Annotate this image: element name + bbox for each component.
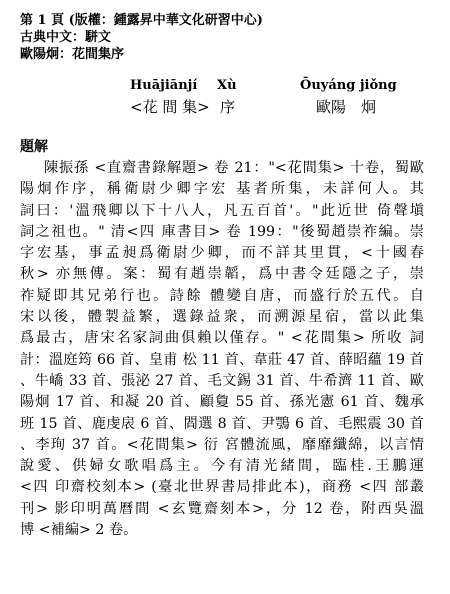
body-line: 博 <補編> 2 卷。 [20,522,138,539]
body-line: 計：溫庭筠 66 首、皇甫 松 11 首、韋莊 47 首、薛昭蘊 19 首 [20,351,424,368]
body-line: 陽炯作序，稱衛尉少卿字宏 基者所集，未詳何人。其 [20,181,424,198]
header-line-1: 第 1 頁 (版權：鍾露昇中華文化研習中心) [20,13,263,28]
pinyin-work: Huājiānjí [130,78,198,93]
page-header [20,12,263,63]
body-line: 班 15 首、鹿虔扆 6 首、閻選 8 首、尹鶚 6 首、毛熙震 30 首 [20,415,424,432]
title-work: <花 間 集> [130,98,210,116]
title-xu: 序 [220,98,236,116]
body-line: 刊> 影印明萬曆間 <玄覽齋刻本>，分 12 卷，附西吳溫 [20,500,424,517]
body-line: 陳振孫 <直齋書錄解題> 卷 21："<花間集> 十卷，蜀歐 [44,160,424,176]
body-line: 詞曰：'溫飛卿以下十八人，凡五百首'。"此近世 倚聲塡 [20,202,424,219]
header-line-2: 古典中文：駢文 [20,30,112,45]
pinyin-xu: Xù [217,78,237,93]
body-line: 陽炯 17 首、和凝 20 首、顧敻 55 首、孫光憲 61 首、魏承 [20,394,424,411]
body-line: 、牛嶠 33 首、張泌 27 首、毛文錫 31 首、牛希濟 11 首、歐 [20,372,424,389]
body-line: 、李珣 37 首。<花間集> 衍 宮體流風，靡靡纖綿，以言情 [20,436,424,453]
body-line: 秋> 亦無傳。案：蜀有趙崇韜，爲中書令廷隱之子，崇 [20,266,424,283]
pinyin-author: Ōuyáng jiǒng [300,78,397,93]
section-heading: 題解 [20,139,48,155]
body-line: <四 印齋校刻本> (臺北世界書局排此本)，商務 <四 部叢 [20,479,424,496]
body-line: 爲最古，唐宋名家詞曲俱賴以僅存。" <花間集> 所收 詞 [20,330,424,347]
body-line: 宋以後，體製益繁，選錄益衆，而溯源星宿，當以此集 [20,309,424,326]
body-line: 字宏基，事孟昶爲衛尉少卿，而不詳其里貫，<十國春 [20,245,424,262]
body-text [20,158,424,541]
body-line: 詞之祖也。" 清<四 庫書目> 卷 199："後蜀趙崇祚編。崇 [20,223,424,240]
title-author: 歐陽 炯 [316,98,377,116]
body-line: 祚疑即其兄弟行也。詩餘 體變自唐，而盛行於五代。自 [20,287,424,304]
body-line: 說愛、供婦女歌唱爲主。今有清光緒間，臨桂.王鵬運 [20,458,424,475]
header-line-3: 歐陽炯：花間集序 [20,47,125,62]
